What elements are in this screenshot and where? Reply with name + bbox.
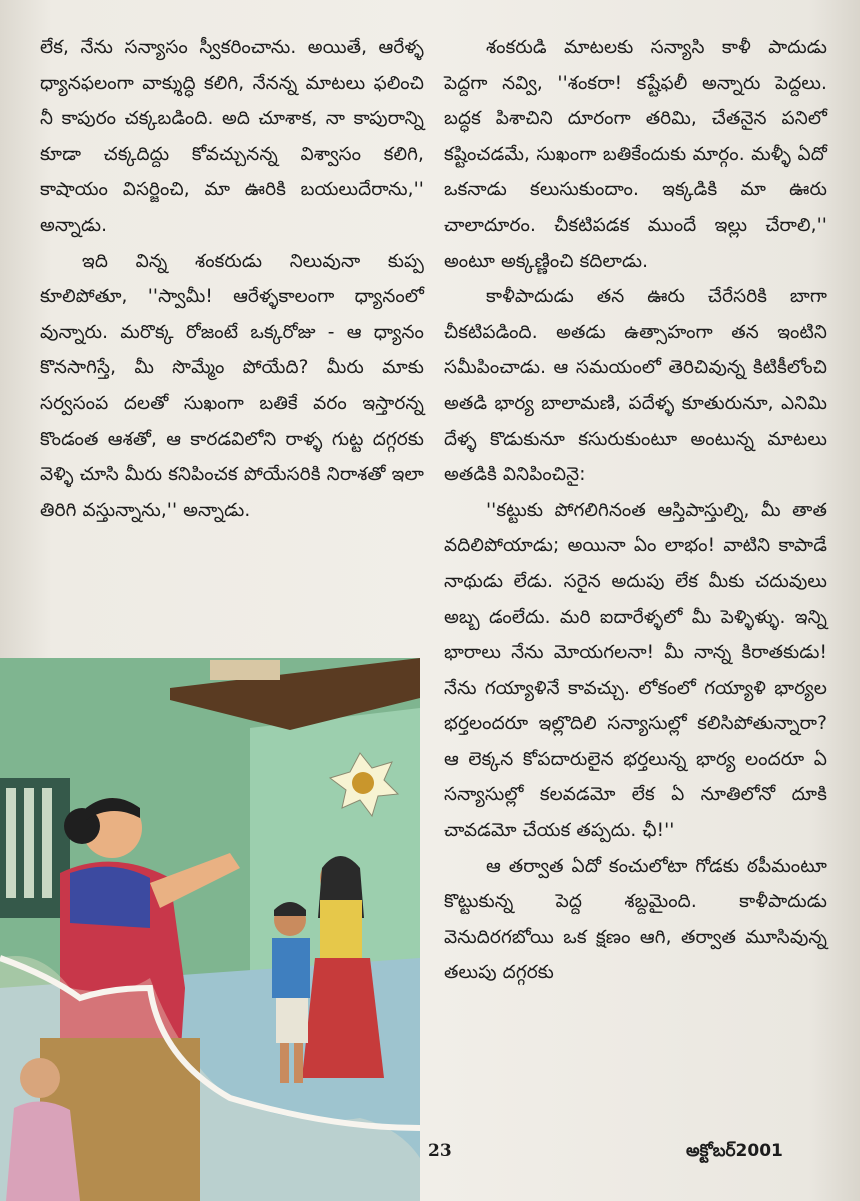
story-paragraph: ఆ తర్వాత ఏదో కంచులోటా గోడకు ఠపీమంటూ కొట్టుకున్న పెద్ద శబ్దమైంది. కాళీపాదుడు వెనుదిరగబోయి ఒక క్షణం ఆగి, తర్వాత మూసివున్న తలుపు దగ్గరకు	[444, 855, 827, 984]
girl-blouse	[320, 900, 362, 960]
illustration-scene	[0, 658, 420, 1201]
story-column-left	[40, 30, 424, 528]
story-paragraph: ఇది విన్న శంకరుడు నిలువునా కుప్ప కూలిపోతూ, ''స్వామీ! ఆరేళ్ళకాలంగా ధ్యానంలో వున్నారు. మరొక్క రోజంటే ఒక్కరోజు - ఆ ధ్యానం కొనసాగిస్తే, మీ సొమ్మేం పోయేది? మీరు మాకు సర్వసంప దలతో సుఖంగా బతికే వరం ఇస్తారన్న కొండంత ఆశతో, ఆ కారడవిలోని రాళ్ళ గుట్ట దగ్గరకు వెళ్ళి చూసి మీరు కనిపించక పోయేసరికి నిరాశతో ఇలా తిరిగి వస్తున్నాను,'' అన్నాడు.	[40, 250, 424, 521]
story-paragraph: ''కట్టుకు పోగలిగినంత ఆస్తిపాస్తుల్ని, మీ తాత వదిలిపోయాడు; అయినా ఏం లాభం! వాటిని కాపాడే నాథుడు లేడు. సరైన అదుపు లేక మీకు చదువులు అబ్బ డంలేదు. మరి ఐదారేళ్ళలో మీ పెళ్ళిళ్ళు. ఇన్ని భారాలు నేను మోయగలనా! మీ నాన్న కిరాతకుడు! నేను గయ్యాళినే కావచ్చు. లోకంలో గయ్యాళి భార్యల భర్తలందరూ ఇల్లొదిలి సన్యాసుల్లో కలిసిపోతున్నారా? ఆ లెక్కన కోపదారులైన భర్తలున్న భార్య లందరూ ఏ సన్యాసుల్లో కలవడమో లేక ఏ నూతిలోనో దూకి చావడమో చేయక తప్పదు. ఛీ!''	[444, 499, 827, 842]
man-head	[20, 1058, 60, 1098]
story-illustration	[0, 658, 420, 1201]
story-paragraph: శంకరుడి మాటలకు సన్యాసి కాళీ పాదుడు పెద్దగా నవ్వి, ''శంకరా! కష్టేఫలీ అన్నారు పెద్దలు. బద్ధక పిశాచిని దూరంగా తరిమి, చేతనైన పనిలో కష్టించడమే, సుఖంగా బతికేందుకు మార్గం. మళ్ళీ ఏదో ఒకనాడు కలుసుకుందాం. ఇక్కడికి మా ఊరు చాలాదూరం. చీకటిపడక ముందే ఇల్లు చేరాలి,'' అంటూ అక్కణ్ణించి కదిలాడు.	[444, 37, 827, 272]
story-paragraph: లేక, నేను సన్యాసం స్వీకరించాను. అయితే, ఆరేళ్ళ ధ్యానఫలంగా వాక్శుద్ధి కలిగి, నేనన్న మాటలు ఫలించి నీ కాపురం చక్కబడింది. అది చూశాక, నా కాపురాన్ని కూడా చక్కదిద్దు కోవచ్చునన్న విశ్వాసం కలిగి, కాషాయం విసర్జించి, మా ఊరికి బయలుదేరాను,'' అన్నాడు.	[40, 37, 424, 236]
issue-date: అక్టోబర్2001	[686, 1141, 783, 1161]
girl-skirt	[302, 958, 384, 1078]
story-column-right	[444, 30, 827, 991]
page-number: 23	[428, 1141, 452, 1161]
man-kurta	[6, 1101, 80, 1201]
boy-shirt	[272, 938, 310, 998]
story-paragraph: కాళీపాదుడు తన ఊరు చేరేసరికి బాగా చీకటిపడింది. అతడు ఉత్సాహంగా తన ఇంటిని సమీపించాడు. ఆ సమయంలో తెరిచివున్న కిటికీలోంచి అతడి భార్య బాలామణి, పదేళ్ళ కూతురునూ, ఎనిమి దేళ్ళ కొడుకునూ కసురుకుంటూ అంటున్న మాటలు అతడికి వినిపించినై:	[444, 286, 827, 486]
brass-pot	[352, 772, 374, 794]
woman-blouse	[70, 867, 150, 928]
